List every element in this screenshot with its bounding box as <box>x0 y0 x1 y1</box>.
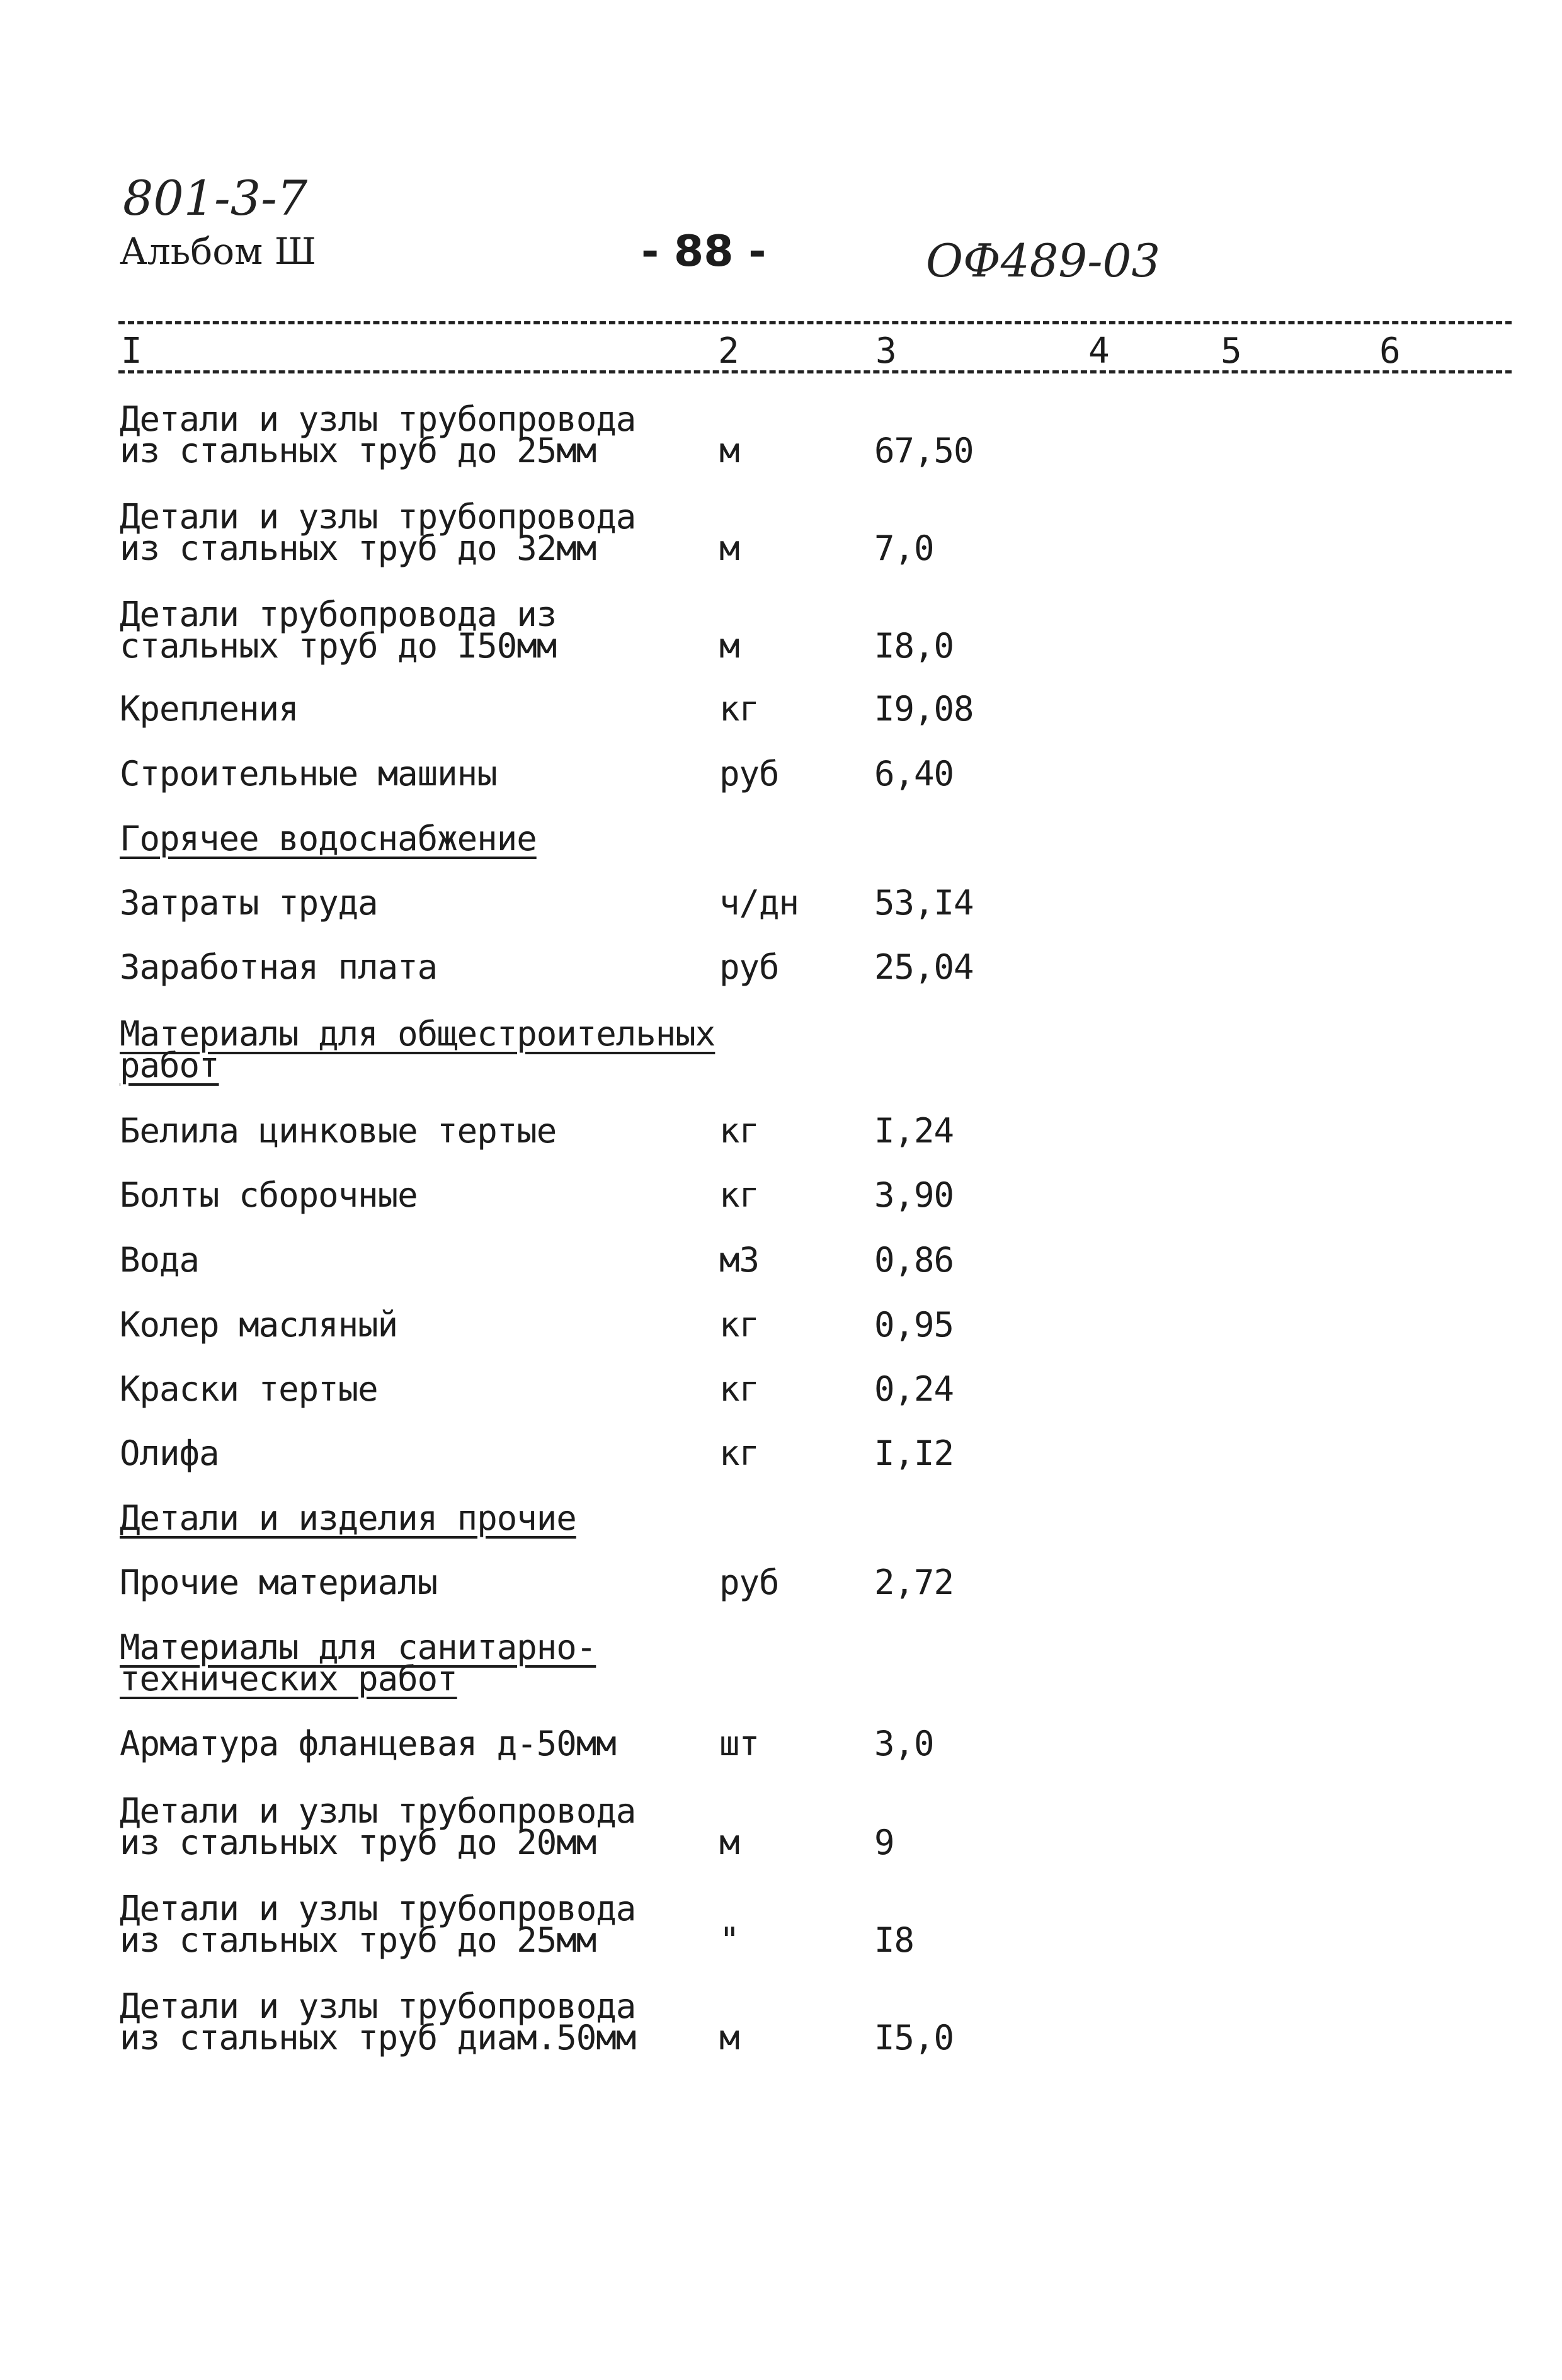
item-unit: кг <box>719 1111 760 1151</box>
item-unit: м <box>719 431 739 470</box>
item-name: Вода <box>120 1240 200 1280</box>
item-name: стальных труб до I50мм <box>120 626 557 666</box>
column-header-6: 6 <box>1379 331 1400 372</box>
item-value: 53,I4 <box>874 883 974 923</box>
item-value: 3,0 <box>874 1724 934 1763</box>
item-value: 9 <box>874 1823 894 1862</box>
item-unit: руб <box>719 947 779 987</box>
item-name: Затраты труда <box>120 883 378 923</box>
item-value: 0,24 <box>874 1369 954 1409</box>
item-name: Болты сборочные <box>120 1175 418 1215</box>
item-name: Краски тертые <box>120 1369 378 1409</box>
section-heading: Материалы для общестроительных <box>120 1014 715 1054</box>
item-name: Детали и узлы трубопровода <box>120 1889 636 1928</box>
item-value: 7,0 <box>874 528 934 568</box>
item-name: из стальных труб диам.50мм <box>120 2018 636 2058</box>
column-header-4: 4 <box>1088 331 1109 372</box>
item-value: I,I2 <box>874 1433 954 1473</box>
item-name: Детали и узлы трубопровода <box>120 399 636 439</box>
item-unit: кг <box>719 689 760 729</box>
item-name: Арматура фланцевая д-50мм <box>120 1724 616 1763</box>
column-header-5: 5 <box>1221 331 1241 372</box>
item-name: из стальных труб до 32мм <box>120 528 596 568</box>
item-name: Колер масляный <box>120 1305 398 1345</box>
item-unit: кг <box>719 1433 760 1473</box>
section-heading: Материалы для санитарно- <box>120 1627 596 1667</box>
album-label: Альбом Ш <box>120 230 316 273</box>
header-top-rule <box>118 321 1512 324</box>
item-unit: кг <box>719 1305 760 1345</box>
page-number: - 88 - <box>641 227 767 276</box>
item-name: из стальных труб до 20мм <box>120 1823 596 1862</box>
item-name: Заработная плата <box>120 947 438 987</box>
item-value: I5,0 <box>874 2018 954 2058</box>
item-unit: м3 <box>719 1240 760 1280</box>
item-unit: шт <box>719 1724 760 1763</box>
item-unit: м <box>719 1823 739 1862</box>
item-unit: ч/дн <box>719 883 799 923</box>
item-unit: руб <box>719 1563 779 1602</box>
item-name: Крепления <box>120 689 299 729</box>
item-value: I8,0 <box>874 626 954 666</box>
item-name: из стальных труб до 25мм <box>120 1920 596 1960</box>
item-name: Прочие материалы <box>120 1563 438 1602</box>
item-name: Детали и узлы трубопровода <box>120 497 636 537</box>
item-value: 3,90 <box>874 1175 954 1215</box>
item-value: 25,04 <box>874 947 974 987</box>
item-unit: руб <box>719 754 779 794</box>
section-heading: Детали и изделия прочие <box>120 1498 576 1538</box>
header-bottom-rule <box>118 370 1512 373</box>
item-name: Белила цинковые тертые <box>120 1111 557 1151</box>
item-name: Олифа <box>120 1433 219 1473</box>
item-value: 0,86 <box>874 1240 954 1280</box>
item-value: I,24 <box>874 1111 954 1151</box>
item-name: Детали и узлы трубопровода <box>120 1986 636 2026</box>
item-value: 0,95 <box>874 1305 954 1345</box>
section-heading: технических работ <box>120 1659 457 1699</box>
item-name: из стальных труб до 25мм <box>120 431 596 470</box>
item-name: Строительные машины <box>120 754 497 794</box>
item-unit: кг <box>719 1369 760 1409</box>
item-unit: м <box>719 528 739 568</box>
column-header-3: 3 <box>875 331 896 372</box>
item-unit: м <box>719 626 739 666</box>
item-value: 67,50 <box>874 431 974 470</box>
item-name: Детали трубопровода из <box>120 595 557 634</box>
item-value: I8 <box>874 1920 915 1960</box>
column-header-2: 2 <box>718 331 739 372</box>
item-unit: " <box>719 1920 739 1960</box>
item-value: 6,40 <box>874 754 954 794</box>
section-heading: работ <box>120 1045 219 1085</box>
item-unit: кг <box>719 1175 760 1215</box>
item-value: 2,72 <box>874 1563 954 1602</box>
document-code: ОФ489-03 <box>926 234 1161 287</box>
document-number: 801-3-7 <box>123 170 308 226</box>
item-value: I9,08 <box>874 689 974 729</box>
item-unit: м <box>719 2018 739 2058</box>
section-heading: Горячее водоснабжение <box>120 819 537 858</box>
column-header-1: I <box>121 331 142 372</box>
item-name: Детали и узлы трубопровода <box>120 1791 636 1831</box>
